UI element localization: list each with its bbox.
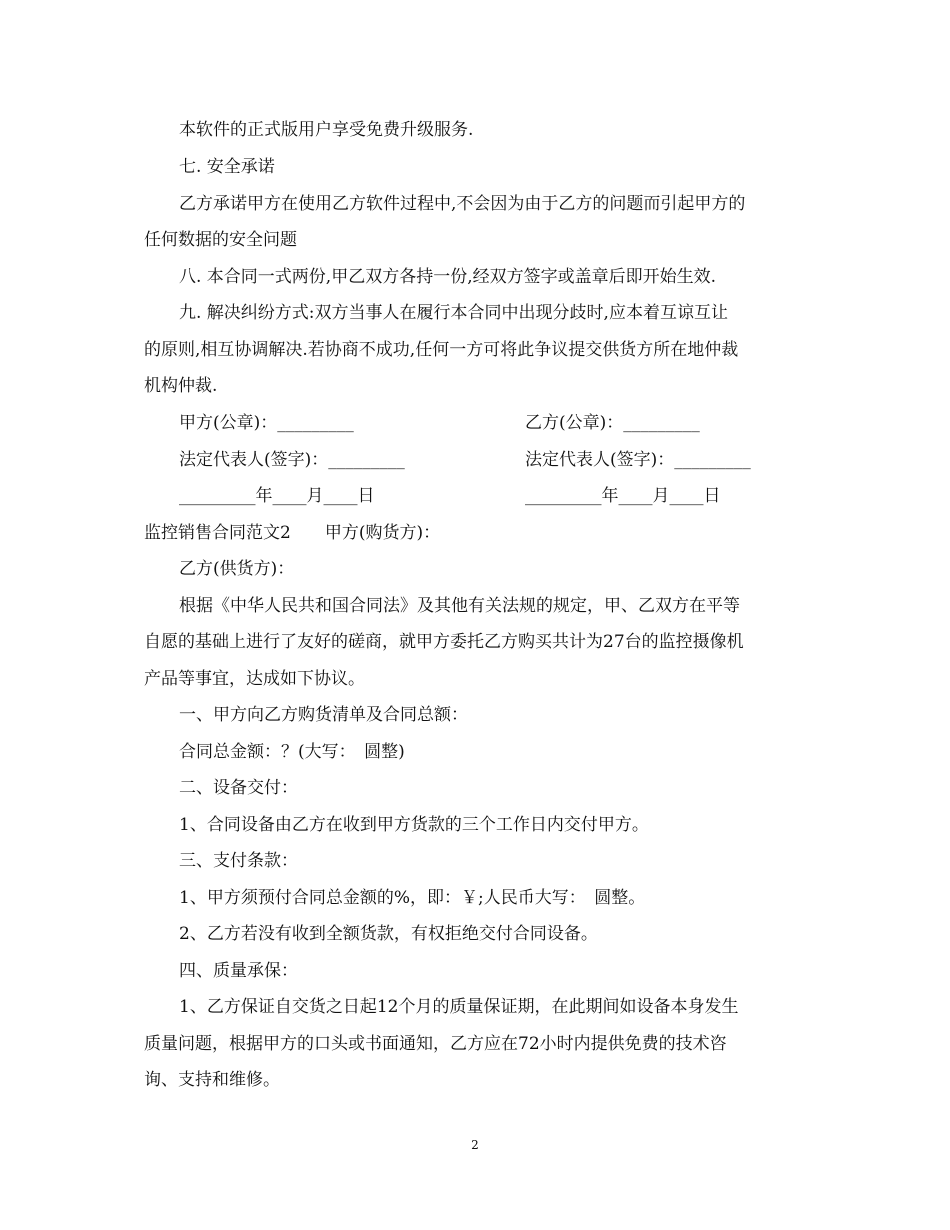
warranty-clause-line3: 询、支持和维修。 — [144, 1070, 280, 1090]
section-equipment-delivery: 二、设备交付： — [179, 778, 298, 798]
contract2-party-b: 乙方(供货方)： — [179, 559, 295, 579]
paragraph-dispute-line3: 机构仲裁. — [144, 376, 218, 396]
paragraph-security-line2: 任何数据的安全问题 — [144, 230, 297, 250]
contract2-heading: 监控销售合同范文2 甲方(购货方)： — [144, 523, 441, 543]
signature-party-a-date: _________年____月____日 — [179, 486, 375, 506]
signature-party-b-rep: 法定代表人(签字)：_________ — [525, 450, 751, 470]
paragraph-free-upgrade: 本软件的正式版用户享受免费升级服务. — [179, 120, 474, 140]
payment-clause-1: 1、甲方须预付合同总金额的%，即：￥;人民币大写： 圆整。 — [179, 888, 646, 908]
signature-party-b-date: _________年____月____日 — [525, 486, 721, 506]
contract2-intro-line2: 自愿的基础上进行了友好的磋商，就甲方委托乙方购买共计为27台的监控摄像机 — [144, 632, 744, 652]
contract-total-amount: 合同总金额：？(大写： 圆整) — [179, 742, 405, 762]
signature-party-a-rep: 法定代表人(签字)：_________ — [179, 450, 405, 470]
section-quality-warranty: 四、质量承保： — [179, 961, 298, 981]
warranty-clause-line1: 1、乙方保证自交货之日起12个月的质量保证期，在此期间如设备本身发生 — [179, 997, 739, 1017]
payment-clause-2: 2、乙方若没有收到全额货款，有权拒绝交付合同设备。 — [179, 924, 598, 944]
paragraph-security-line1: 乙方承诺甲方在使用乙方软件过程中,不会因为由于乙方的问题而引起甲方的 — [179, 194, 746, 214]
signature-party-a-seal: 甲方(公章)：_________ — [179, 413, 354, 433]
page-number: 2 — [471, 1138, 479, 1152]
paragraph-dispute-line2: 的原则,相互协调解决.若协商不成功,任何一方可将此争议提交供货方所在地仲裁 — [144, 340, 739, 360]
signature-party-b-seal: 乙方(公章)：_________ — [525, 413, 700, 433]
paragraph-copies-clause: 八. 本合同一式两份,甲乙双方各持一份,经双方签字或盖章后即开始生效. — [179, 267, 717, 287]
section-payment-terms: 三、支付条款： — [179, 851, 298, 871]
warranty-clause-line2: 质量问题，根据甲方的口头或书面通知，乙方应在72小时内提供免费的技术咨 — [144, 1034, 727, 1054]
heading-security-commitment: 七. 安全承诺 — [179, 157, 275, 177]
paragraph-dispute-line1: 九. 解决纠纷方式:双方当事人在履行本合同中出现分歧时,应本着互谅互让 — [179, 303, 728, 323]
delivery-clause-1: 1、合同设备由乙方在收到甲方货款的三个工作日内交付甲方。 — [179, 815, 649, 835]
contract2-intro-line3: 产品等事宜，达成如下协议。 — [144, 669, 365, 689]
contract2-intro-line1: 根据《中华人民共和国合同法》及其他有关法规的规定，甲、乙双方在平等 — [179, 596, 740, 616]
section-purchase-list: 一、甲方向乙方购货清单及合同总额： — [179, 705, 468, 725]
